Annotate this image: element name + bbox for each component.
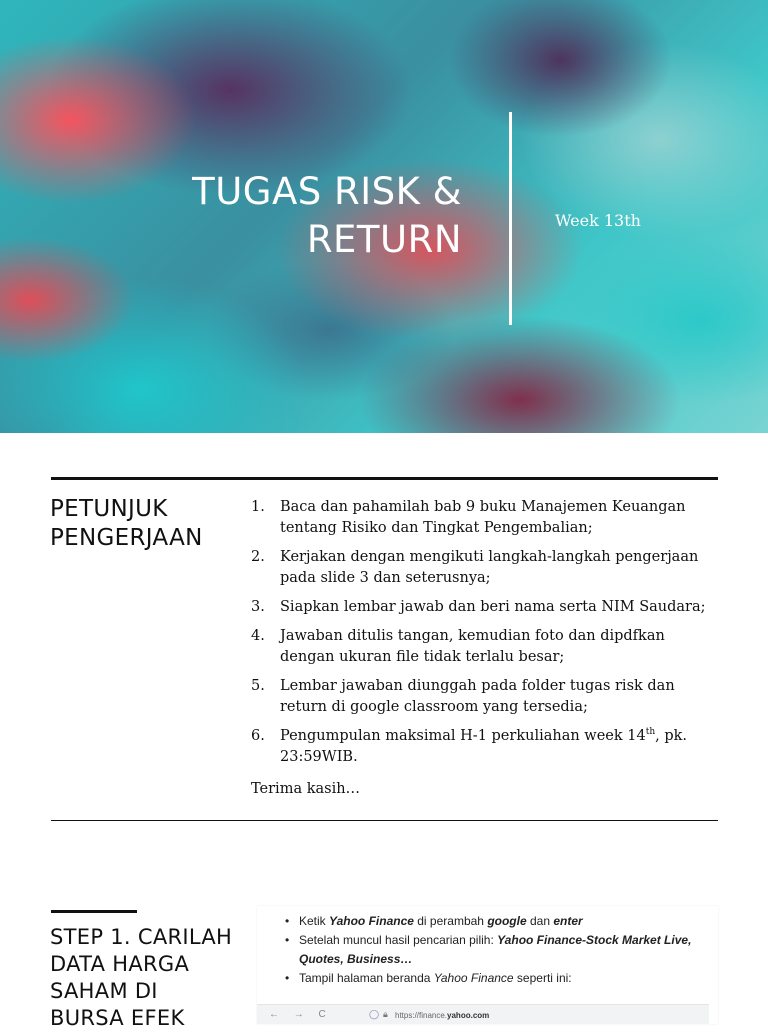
url-prefix: https://finance. xyxy=(395,1011,448,1020)
instruction-item xyxy=(251,597,717,618)
step1-bullet xyxy=(285,969,718,988)
bullet-emphasis: google xyxy=(487,914,527,928)
instruction-item xyxy=(251,547,717,589)
step1-heading-line-2: DATA HARGA xyxy=(50,952,190,976)
instruction-text-after: , pk. 23:59WIB. xyxy=(280,728,688,765)
bullet-emphasis: Yahoo Finance xyxy=(329,914,414,928)
instructions-closing: Terima kasih… xyxy=(251,781,361,797)
instructions-top-rule xyxy=(51,477,718,480)
instruction-text: Siapkan lembar jawab dan beri nama serta NIM Saudara; xyxy=(280,599,706,615)
bullet-text: di perambah xyxy=(413,914,488,928)
cover-divider xyxy=(509,112,512,325)
instruction-superscript: th xyxy=(645,727,656,738)
bullet-emphasis: Yahoo Finance xyxy=(433,971,514,985)
instructions-heading-line-2: PENGERJAAN xyxy=(50,525,203,551)
instructions-list xyxy=(251,497,717,776)
browser-address-bar xyxy=(257,1004,709,1024)
instruction-number: 6. xyxy=(251,728,265,744)
step1-bullet-list xyxy=(257,906,718,988)
instruction-number: 1. xyxy=(251,499,265,515)
step1-screenshot-panel xyxy=(257,906,718,1024)
instruction-number: 3. xyxy=(251,599,265,615)
instruction-text: Lembar jawaban diunggah pada folder tugas risk dan return di google classroom yang tersedia; xyxy=(280,678,675,715)
bullet-text: Ketik xyxy=(299,914,330,928)
browser-url xyxy=(395,1011,489,1020)
bullet-emphasis: Yahoo Finance-Stock Market Live, Quotes, Business… xyxy=(299,933,692,966)
step1-accent-rule xyxy=(51,910,137,913)
step1-heading-line-4: BURSA EFEK xyxy=(50,1006,185,1030)
bullet-text: seperti ini: xyxy=(513,971,572,985)
instruction-text-before: Pengumpulan maksimal H-1 perkuliahan week 14 xyxy=(280,728,646,744)
instruction-text: Baca dan pahamilah bab 9 buku Manajemen Keuangan tentang Risiko dan Tingkat Pengembalian; xyxy=(280,499,686,536)
instruction-text: Kerjakan dengan mengikuti langkah-langkah pengerjaan pada slide 3 dan seterusnya; xyxy=(280,549,699,586)
url-domain: yahoo.com xyxy=(447,1011,490,1020)
cover-title-line-2: RETURN xyxy=(306,218,462,261)
shield-icon: ◯ xyxy=(369,1009,380,1019)
step1-bullet xyxy=(285,931,718,969)
instruction-number: 5. xyxy=(251,678,265,694)
bullet-text: dan xyxy=(526,914,554,928)
instruction-text: Jawaban ditulis tangan, kemudian foto dan dipdfkan dengan ukuran file tidak terlalu besar; xyxy=(280,628,665,665)
lock-icon: 🔒︎ xyxy=(383,1009,388,1019)
instruction-item xyxy=(251,726,717,768)
instruction-number: 4. xyxy=(251,628,265,644)
cover-slide xyxy=(0,0,768,433)
bullet-text: Tampil halaman beranda xyxy=(299,971,434,985)
step1-heading xyxy=(50,924,232,1032)
instructions-bottom-rule xyxy=(51,820,718,821)
instruction-number: 2. xyxy=(251,549,265,565)
bullet-emphasis: enter xyxy=(553,914,583,928)
cover-title xyxy=(192,168,462,264)
bullet-text: Setelah muncul hasil pencarian pilih: xyxy=(299,933,498,947)
step1-bullet xyxy=(285,912,718,931)
cover-week-label: Week 13th xyxy=(555,211,641,230)
step1-heading-line-3: SAHAM DI xyxy=(50,979,158,1003)
instruction-item xyxy=(251,676,717,718)
instruction-item xyxy=(251,626,717,668)
cover-title-line-1: TUGAS RISK & xyxy=(192,170,462,213)
browser-nav-icons: ← → C xyxy=(269,1009,332,1020)
instructions-heading-line-1: PETUNJUK xyxy=(50,496,168,522)
instructions-heading xyxy=(50,495,203,553)
instruction-item xyxy=(251,497,717,539)
step1-heading-line-1: STEP 1. CARILAH xyxy=(50,925,233,949)
